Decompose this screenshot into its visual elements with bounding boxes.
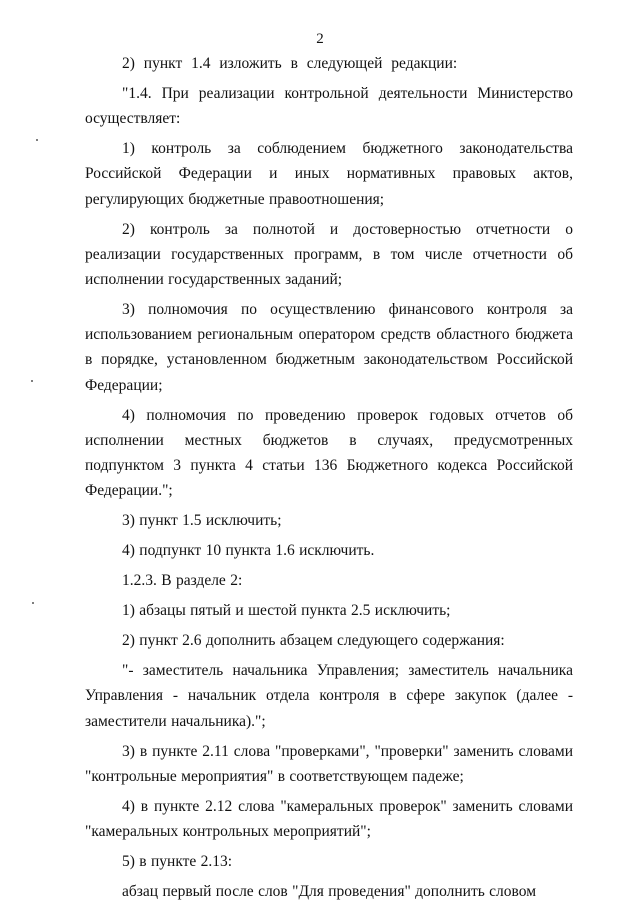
- paragraph: 2) пункт 1.4 изложить в следующей редакции:: [122, 55, 458, 72]
- paragraph: 3) полномочия по осуществлению финансового контроля за использованием региональным оператором средств областного бюджета в порядке, установленном бюджетным законодательством Российской Федерации;: [85, 301, 573, 394]
- paragraph: 1.2.3. В разделе 2:: [122, 572, 243, 590]
- paragraph: "- заместитель начальника Управления; заместитель начальника Управления - начальник отдела контроля в сфере закупок (далее - заместители начальника).";: [85, 662, 573, 730]
- scan-speck: [32, 602, 34, 604]
- paragraph: абзац первый после слов "Для проведения" дополнить словом: [122, 883, 537, 901]
- paragraph: 3) в пункте 2.11 слова "проверками", "проверки" заменить словами "контрольные мероприятия" в соответствующем падеже;: [85, 742, 573, 785]
- paragraph: 4) в пункте 2.12 слова "камеральных проверок" заменить словами "камеральных контрольных мероприятий";: [85, 797, 573, 841]
- paragraph: 1) абзацы пятый и шестой пункта 2.5 исключить;: [122, 602, 451, 620]
- scan-speck: [31, 380, 33, 382]
- paragraph: 5) в пункте 2.13:: [122, 853, 233, 871]
- paragraph: "1.4. При реализации контрольной деятельности Министерство осуществляет:: [85, 85, 573, 128]
- paragraph: 4) полномочия по проведению проверок годовых отчетов об исполнении местных бюджетов в случаях, предусмотренных подпунктом 3 пункта 4 статьи 136 Бюджетного кодекса Российской Федерации.";: [85, 406, 573, 500]
- paragraph: 1) контроль за соблюдением бюджетного законодательства Российской Федерации и иных нормативных правовых актов, регулирующих бюджетные правоотношения;: [85, 140, 573, 208]
- page-number: 2: [316, 31, 324, 47]
- paragraph: 2) пункт 2.6 дополнить абзацем следующего содержания:: [122, 632, 505, 650]
- scan-speck: [36, 139, 38, 141]
- document-body: [85, 51, 573, 909]
- paragraph: 3) пункт 1.5 исключить;: [122, 512, 282, 530]
- paragraph: 4) подпункт 10 пункта 1.6 исключить.: [122, 542, 375, 560]
- paragraph: 2) контроль за полнотой и достоверностью отчетности о реализации государственных программ, в том числе отчетности об исполнении государственных заданий;: [85, 220, 573, 289]
